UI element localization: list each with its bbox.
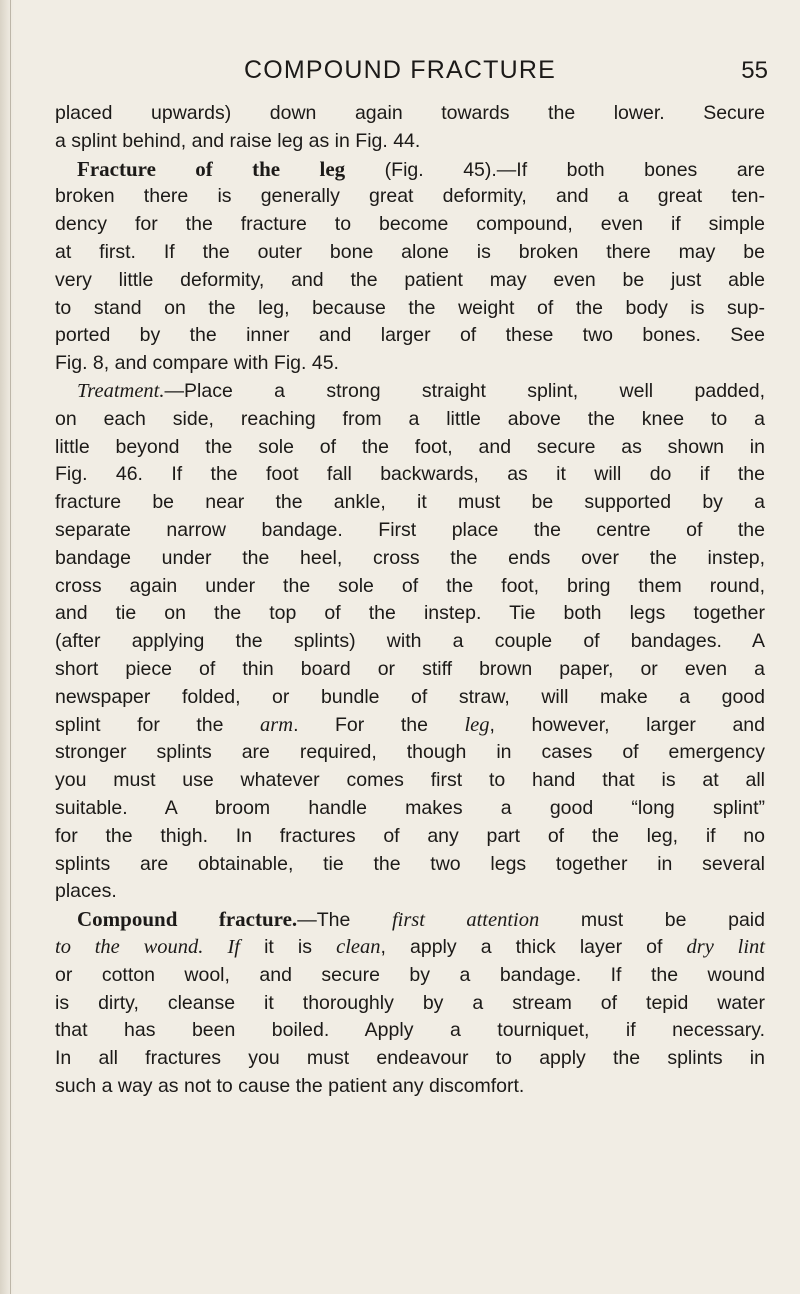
text-line-8 <box>55 295 765 323</box>
text-line-22 <box>55 684 765 712</box>
text-line-27 <box>55 823 765 851</box>
text-line-31 <box>55 934 765 962</box>
text-run: you must use whatever comes first to hand that is at all <box>55 769 765 792</box>
text-run: is dirty, cleanse it thoroughly by a stream of tepid water <box>55 991 765 1014</box>
text-run: Fig. 46. If the foot fall backwards, as it will do if the <box>55 463 765 486</box>
text-run: placed upwards) down again towards the lower. Secure <box>55 102 765 124</box>
text-run: to stand on the leg, because the weight of the body is sup- <box>55 296 765 319</box>
text-run: for the thigh. In fractures of any part of the leg, if no <box>55 824 765 847</box>
text-run: little beyond the sole of the foot, and secure as shown in <box>55 435 765 458</box>
text-run: broken there is generally great deformity, and a great ten- <box>55 185 765 208</box>
text-run: at first. If the outer bone alone is broken there may be <box>55 240 765 263</box>
text-run: Fig. 8, and compare with Fig. 45. <box>55 352 339 375</box>
text-line-18 <box>55 573 765 601</box>
text-line-28 <box>55 851 765 879</box>
text-run: very little deformity, and the patient may even be just able <box>55 268 765 291</box>
text-run: newspaper folded, or bundle of straw, will make a good <box>55 685 765 708</box>
italic-phrase: first attention <box>391 909 540 932</box>
text-line-29 <box>55 878 765 906</box>
text-line-7 <box>55 267 765 295</box>
running-head <box>0 56 800 92</box>
italic-word-arm: arm <box>260 713 294 736</box>
italic-word-leg: leg <box>464 713 490 736</box>
text-line-5 <box>55 211 765 239</box>
text-run: short piece of thin board or stiff brown paper, or even a <box>55 657 765 680</box>
text-line-34 <box>55 1017 765 1045</box>
text-run: a splint behind, and raise leg as in Fig. 44. <box>55 129 421 152</box>
text-line-3 <box>55 156 765 184</box>
text-run: , however, larger and <box>489 713 765 736</box>
text-line-26 <box>55 795 765 823</box>
text-line-35 <box>55 1045 765 1073</box>
text-line-24 <box>55 739 765 767</box>
text-line-11 <box>55 378 765 406</box>
text-run: stronger splints are required, though in cases of emergency <box>55 741 765 764</box>
text-line-12 <box>55 406 765 434</box>
body-text <box>55 100 765 1101</box>
text-run: must be paid <box>539 909 765 932</box>
text-line-23 <box>55 712 765 740</box>
text-line-15 <box>55 489 765 517</box>
text-run: (after applying the splints) with a couple of bandages. A <box>55 630 765 653</box>
text-run: splint for the <box>55 713 261 736</box>
text-run: such a way as not to cause the patient any discomfort. <box>55 1074 525 1097</box>
text-run: it is <box>240 935 337 958</box>
page-number: 55 <box>741 57 768 84</box>
text-line-4 <box>55 183 765 211</box>
text-run <box>203 936 227 958</box>
treatment-heading: Treatment. <box>77 379 165 402</box>
text-line-16 <box>55 517 765 545</box>
italic-phrase: to the wound. <box>55 935 204 958</box>
text-line-21 <box>55 656 765 684</box>
running-title: COMPOUND FRACTURE <box>243 56 557 84</box>
text-run: bandage under the heel, cross the ends over the instep, <box>55 546 765 569</box>
text-line-33 <box>55 990 765 1018</box>
text-line-13 <box>55 434 765 462</box>
section-heading-leg: Fracture of the leg <box>77 156 346 181</box>
text-run: and tie on the top of the instep. Tie both legs together <box>55 602 765 625</box>
text-run: dency for the fracture to become compound, even if simple <box>55 213 765 236</box>
text-run: splints are obtainable, tie the two legs together in several <box>55 852 765 875</box>
text-run: cross again under the sole of the foot, bring them round, <box>55 574 765 597</box>
text-run: or cotton wool, and secure by a bandage. If the wound <box>55 963 765 986</box>
italic-word: If <box>227 935 240 958</box>
text-run: fracture be near the ankle, it must be supported by a <box>55 491 765 514</box>
text-line-25 <box>55 767 765 795</box>
italic-phrase: dry lint <box>686 935 765 958</box>
text-line-17 <box>55 545 765 573</box>
text-line-6 <box>55 239 765 267</box>
text-run: —Place a strong straight splint, well padded, <box>164 379 765 402</box>
text-line-36 <box>55 1073 765 1101</box>
text-run: , apply a thick layer of <box>380 935 687 958</box>
text-run: places. <box>55 880 117 903</box>
text-line-2 <box>55 128 765 156</box>
text-line-30 <box>55 906 765 934</box>
text-line-1 <box>55 100 765 128</box>
text-run: separate narrow bandage. First place the centre of the <box>55 518 765 541</box>
text-run: suitable. A broom handle makes a good “long splint” <box>55 796 765 819</box>
text-line-19 <box>55 600 765 628</box>
text-run: ported by the inner and larger of these two bones. See <box>55 324 765 347</box>
section-heading-compound: Compound fracture. <box>77 907 298 932</box>
text-run: —The <box>297 909 392 932</box>
text-line-10 <box>55 350 765 378</box>
text-run: (Fig. 45).—If both bones are <box>345 158 765 181</box>
text-line-32 <box>55 962 765 990</box>
text-run: on each side, reaching from a little above the knee to a <box>55 407 765 430</box>
text-run: that has been boiled. Apply a tourniquet, if necessary. <box>55 1019 765 1042</box>
text-line-14 <box>55 461 765 489</box>
page-edge-shadow <box>0 0 14 1294</box>
text-line-9 <box>55 322 765 350</box>
italic-word: clean <box>336 935 381 958</box>
text-line-20 <box>55 628 765 656</box>
page-edge-line <box>10 0 11 1294</box>
text-run: In all fractures you must endeavour to apply the splints in <box>55 1047 765 1070</box>
text-run: . For the <box>293 713 465 736</box>
